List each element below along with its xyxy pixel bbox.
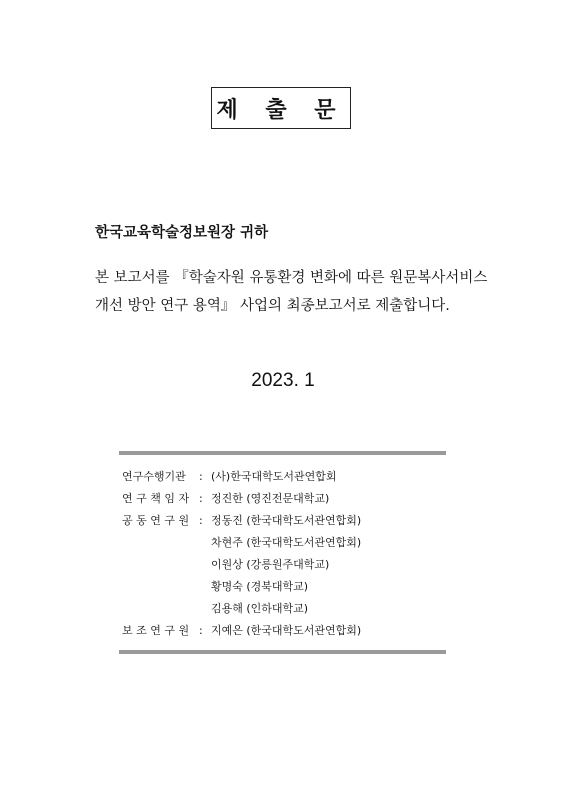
credit-colon: : bbox=[199, 624, 203, 637]
credit-name: (사)한국대학도서관연합회 bbox=[211, 470, 337, 483]
credit-name: 정동진 (한국대학도서관연합회) bbox=[211, 514, 362, 527]
credit-row-principal-investigator bbox=[122, 488, 361, 510]
page-title: 제 출 문 bbox=[211, 87, 351, 129]
statement-line: 본 보고서를 『학술자원 유통환경 변화에 따른 원문복사서비스 bbox=[95, 270, 488, 286]
bottom-divider bbox=[119, 650, 446, 654]
credit-name: 차현주 (한국대학도서관연합회) bbox=[211, 536, 362, 549]
credit-role: 공 동 연 구 원 bbox=[122, 514, 190, 527]
credit-role: 보 조 연 구 원 bbox=[122, 624, 190, 637]
top-divider bbox=[119, 451, 446, 455]
credit-colon: : bbox=[199, 492, 203, 505]
credits-block bbox=[122, 466, 361, 642]
credit-name: 정진한 (영진전문대학교) bbox=[211, 492, 330, 505]
credit-name: 황명숙 (경북대학교) bbox=[211, 580, 309, 593]
credit-colon: : bbox=[199, 514, 203, 527]
credit-row-institution bbox=[122, 466, 361, 488]
credit-name: 김용해 (인하대학교) bbox=[211, 602, 309, 615]
credit-row-assistant-researcher bbox=[122, 620, 361, 642]
addressee: 한국교육학술정보원장 귀하 bbox=[95, 225, 269, 241]
credit-role: 연 구 책 임 자 bbox=[122, 492, 190, 505]
credit-row-co-researchers bbox=[122, 510, 361, 620]
credit-name: 지예은 (한국대학도서관연합회) bbox=[211, 624, 362, 637]
submission-date: 2023. 1 bbox=[251, 370, 315, 391]
submission-statement bbox=[95, 264, 487, 320]
statement-line: 개선 방안 연구 용역』 사업의 최종보고서로 제출합니다. bbox=[95, 298, 450, 314]
credit-name: 이원상 (강릉원주대학교) bbox=[211, 558, 330, 571]
credit-colon: : bbox=[199, 470, 203, 483]
credit-role: 연구수행기관 bbox=[122, 470, 186, 483]
